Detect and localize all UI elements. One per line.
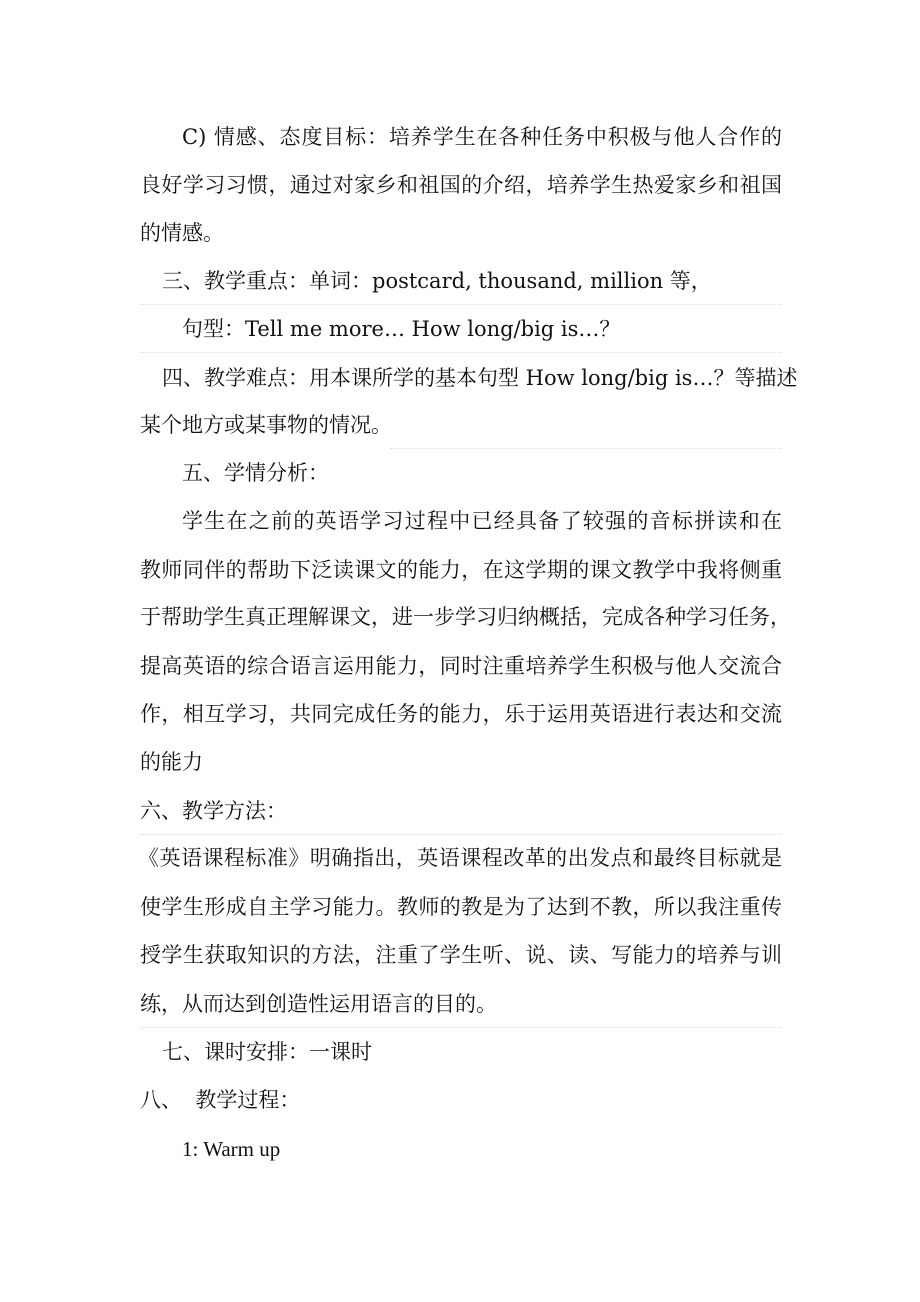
section-heading: 六、教学方法： xyxy=(140,799,287,823)
section-heading: 四、教学难点：用本课所学的基本句型 How long/big is…？等描述 xyxy=(162,366,798,390)
text-line: 良好学习习惯，通过对家乡和祖国的介绍，培养学生热爱家乡和祖国 xyxy=(140,173,782,197)
section-heading: 三、教学重点：单词：postcard, thousand, million 等， xyxy=(162,269,712,293)
section-heading: 七、课时安排：一课时 xyxy=(162,1040,372,1064)
text-line: C) 情感、态度目标：培养学生在各种任务中积极与他人合作的 xyxy=(182,125,782,149)
text-line: 教师同伴的帮助下泛读课文的能力，在这学期的课文教学中我将侧重 xyxy=(140,558,782,582)
text-line: 某个地方或某事物的情况。 xyxy=(140,413,392,437)
text-line: 的情感。 xyxy=(140,221,224,245)
text-line: 1: Warm up xyxy=(182,1137,281,1161)
section-heading: 五、学情分析： xyxy=(182,461,329,485)
text-line: 作，相互学习，共同完成任务的能力，乐于运用英语进行表达和交流 xyxy=(140,702,782,726)
text-line: 授学生获取知识的方法，注重了学生听、说、读、写能力的培养与训 xyxy=(140,943,782,967)
text-line: 于帮助学生真正理解课文，进一步学习归纳概括，完成各种学习任务， xyxy=(140,605,791,629)
text-line: 提高英语的综合语言运用能力，同时注重培养学生积极与他人交流合 xyxy=(140,654,782,678)
text-line: 的能力 xyxy=(140,750,203,774)
text-line: 句型：Tell me more… How long/big is…？ xyxy=(182,317,621,341)
text-line: 练，从而达到创造性运用语言的目的。 xyxy=(140,992,497,1016)
text-line: 学生在之前的英语学习过程中已经具备了较强的音标拼读和在 xyxy=(182,509,782,533)
text-line: 《英语课程标准》明确指出，英语课程改革的出发点和最终目标就是 xyxy=(138,846,782,870)
section-heading: 八、 教学过程： xyxy=(140,1088,301,1112)
text-line: 使学生形成自主学习能力。教师的教是为了达到不教，所以我注重传 xyxy=(140,895,782,919)
